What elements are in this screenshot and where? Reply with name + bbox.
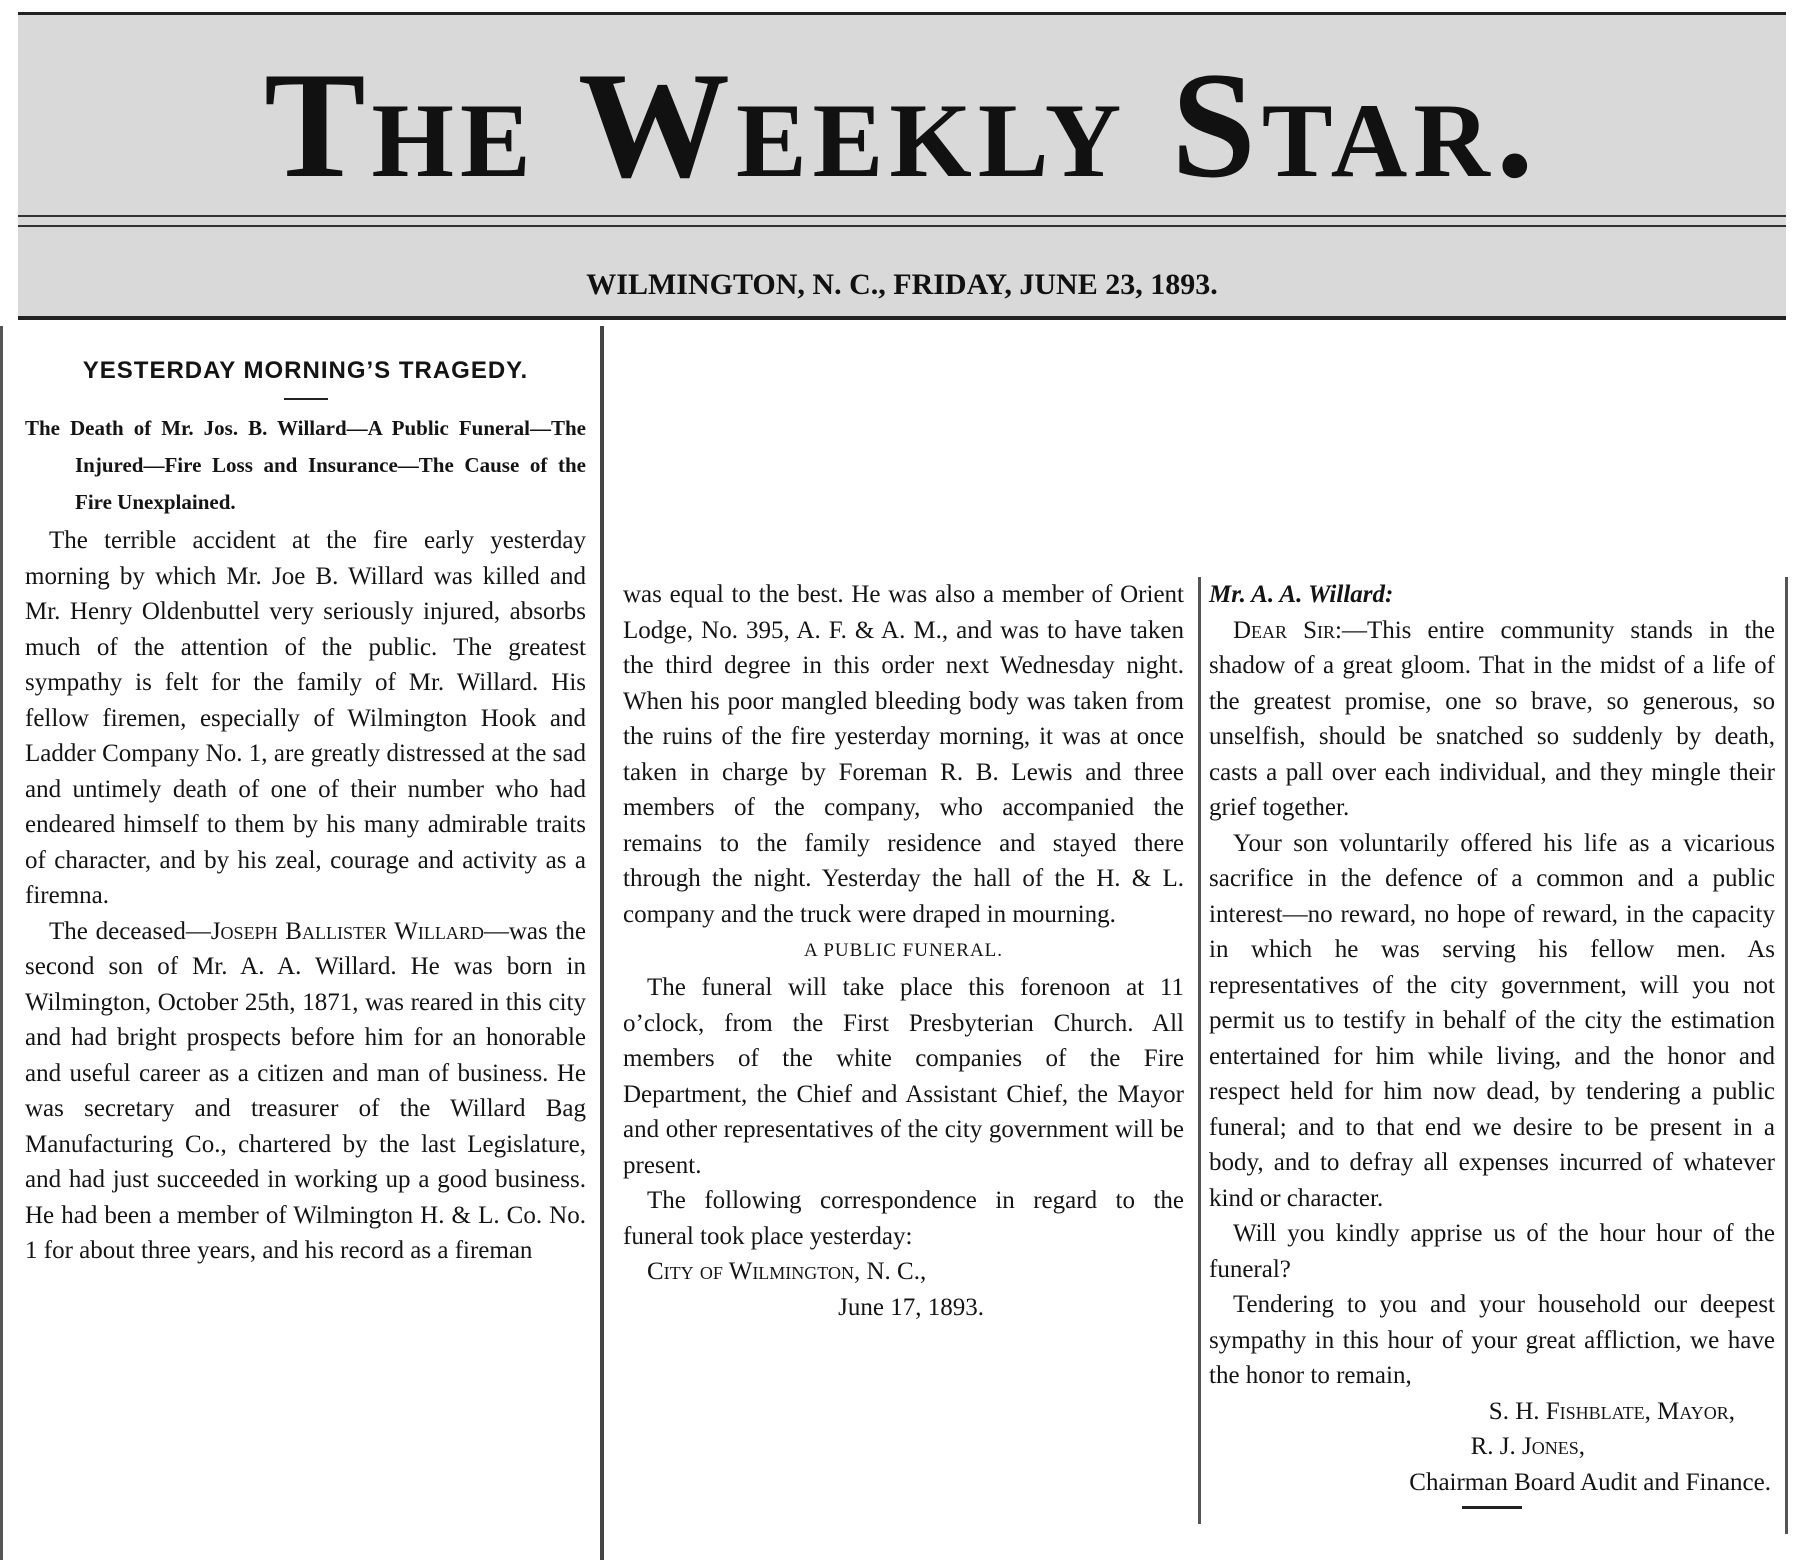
article-headline: YESTERDAY MORNING’S TRAGEDY. <box>82 357 529 384</box>
article-subheadline: The Death of Mr. Jos. B. Willard—A Public Funeral—The Injured—Fire Loss and Insurance—The Cause of the Fire Unexplained. <box>25 416 586 514</box>
letter-paragraph-sympathy: Tendering to you and your household our deepest sympathy in this hour of your great affliction, we have the honor to remain, <box>1209 1291 1775 1389</box>
column-1 <box>0 326 604 1560</box>
paragraph-deceased-lead: The deceased— <box>49 917 211 945</box>
masthead-rule-upper <box>18 215 1786 217</box>
masthead-dateline: WILMINGTON, N. C., FRIDAY, JUNE 23, 1893. <box>586 268 1218 301</box>
paragraph-deceased-body: —was the second son of Mr. A. A. Willard. He was born in Wilmington, October 25th, 1871, was reared in this city and had bright prospects before him for an honorable and useful career as a citizen and man of business. He was secretary and treasurer of the Willard Bag Manufacturing Co., chartered by the last Legislature, and had just succeeded in working up a good business. He had been a member of Wilmington H. & L. Co. No. 1 for about three years, and his record as a fireman <box>25 917 587 1264</box>
paragraph-funeral: The funeral will take place this forenoon at 11 o’clock, from the First Presbyterian Church. All members of the white companies of the Fire Department, the Chief and Assistant Chief, the Mayor and other representatives of the city government will be present. <box>623 974 1184 1179</box>
column-3 <box>1201 577 1788 1534</box>
letter-paragraph-gloom-body: —This entire community stands in the shadow of a great gloom. That in the midst of a life of the greatest promise, one so brave, so generous, so unselfish, should be snatched so suddenly by death, casts a pall over each individual, and they mingle their grief together. <box>1209 616 1775 821</box>
paragraph-deceased <box>25 914 586 1269</box>
paragraph-accident: The terrible accident at the fire early yesterday morning by which Mr. Joe B. Willard was killed and Mr. Henry Oldenbuttel very seriously injured, absorbs much of the attention of the public. The greatest sympathy is felt for the family of Mr. Willard. His fellow firemen, especially of Wilmington Hook and Ladder Company No. 1, are greatly distressed at the sad and untimely death of one of their number who had endeared himself to them by his many admirable traits of character, and by his zeal, courage and activity as a firemna. <box>25 527 586 909</box>
letter-paragraph-request: Will you kindly apprise us of the hour hour of the funeral? <box>1209 1220 1775 1283</box>
letter-dear-sir: Dear Sir: <box>1233 616 1342 644</box>
signature-chairman-title: Chairman Board Audit and Finance. <box>1409 1468 1771 1496</box>
paragraph-correspondence: The following correspondence in regard to the funeral took place yesterday: <box>623 1187 1184 1250</box>
letter-salutation: Mr. A. A. Willard: <box>1209 581 1394 608</box>
masthead <box>18 12 1786 320</box>
newspaper-title: The Weekly Star. <box>264 41 1540 209</box>
letter-dateline-date: June 17, 1893. <box>838 1293 984 1321</box>
letter-paragraph-sacrifice: Your son voluntarily offered his life as a vicarious sacrifice in the defence of a common and a public interest—no reward, no hope of reward, in the capacity in which he was serving his fellow men. As representatives of the city government, will you not permit us to testify in behalf of the city the estimation entertained for him while living, and the honor and respect held for him now dead, by tendering a public funeral; and to that end we desire to be present in a body, and to defray all expenses incurred of whatever kind or character. <box>1209 829 1775 1212</box>
signature-jones: R. J. Jones, <box>1470 1433 1585 1460</box>
section-heading-public-funeral: A PUBLIC FUNERAL. <box>803 940 1004 961</box>
letter-dateline-city: City of Wilmington, N. C., <box>647 1258 927 1285</box>
deceased-full-name: Joseph Ballister Willard <box>210 917 484 945</box>
headline-rule <box>284 398 328 400</box>
column-2 <box>609 577 1201 1524</box>
letter-paragraph-gloom <box>1209 613 1775 826</box>
paragraph-deceased-continued: was equal to the best. He was also a member of Orient Lodge, No. 395, A. F. & A. M., and was to have taken the third degree in this order next Wednesday night. When his poor mangled bleeding body was taken from the ruins of the fire yesterday morning, it was at once taken in charge by Foreman R. B. Lewis and three members of the company, who accompanied the remains to the family residence and stayed there through the night. Yesterday the hall of the H. & L. company and the truck were draped in mourning. <box>623 581 1184 928</box>
signature-mayor: S. H. Fishblate, Mayor, <box>1488 1397 1735 1425</box>
article-end-rule <box>1462 1506 1522 1509</box>
masthead-rule-lower <box>18 225 1786 227</box>
